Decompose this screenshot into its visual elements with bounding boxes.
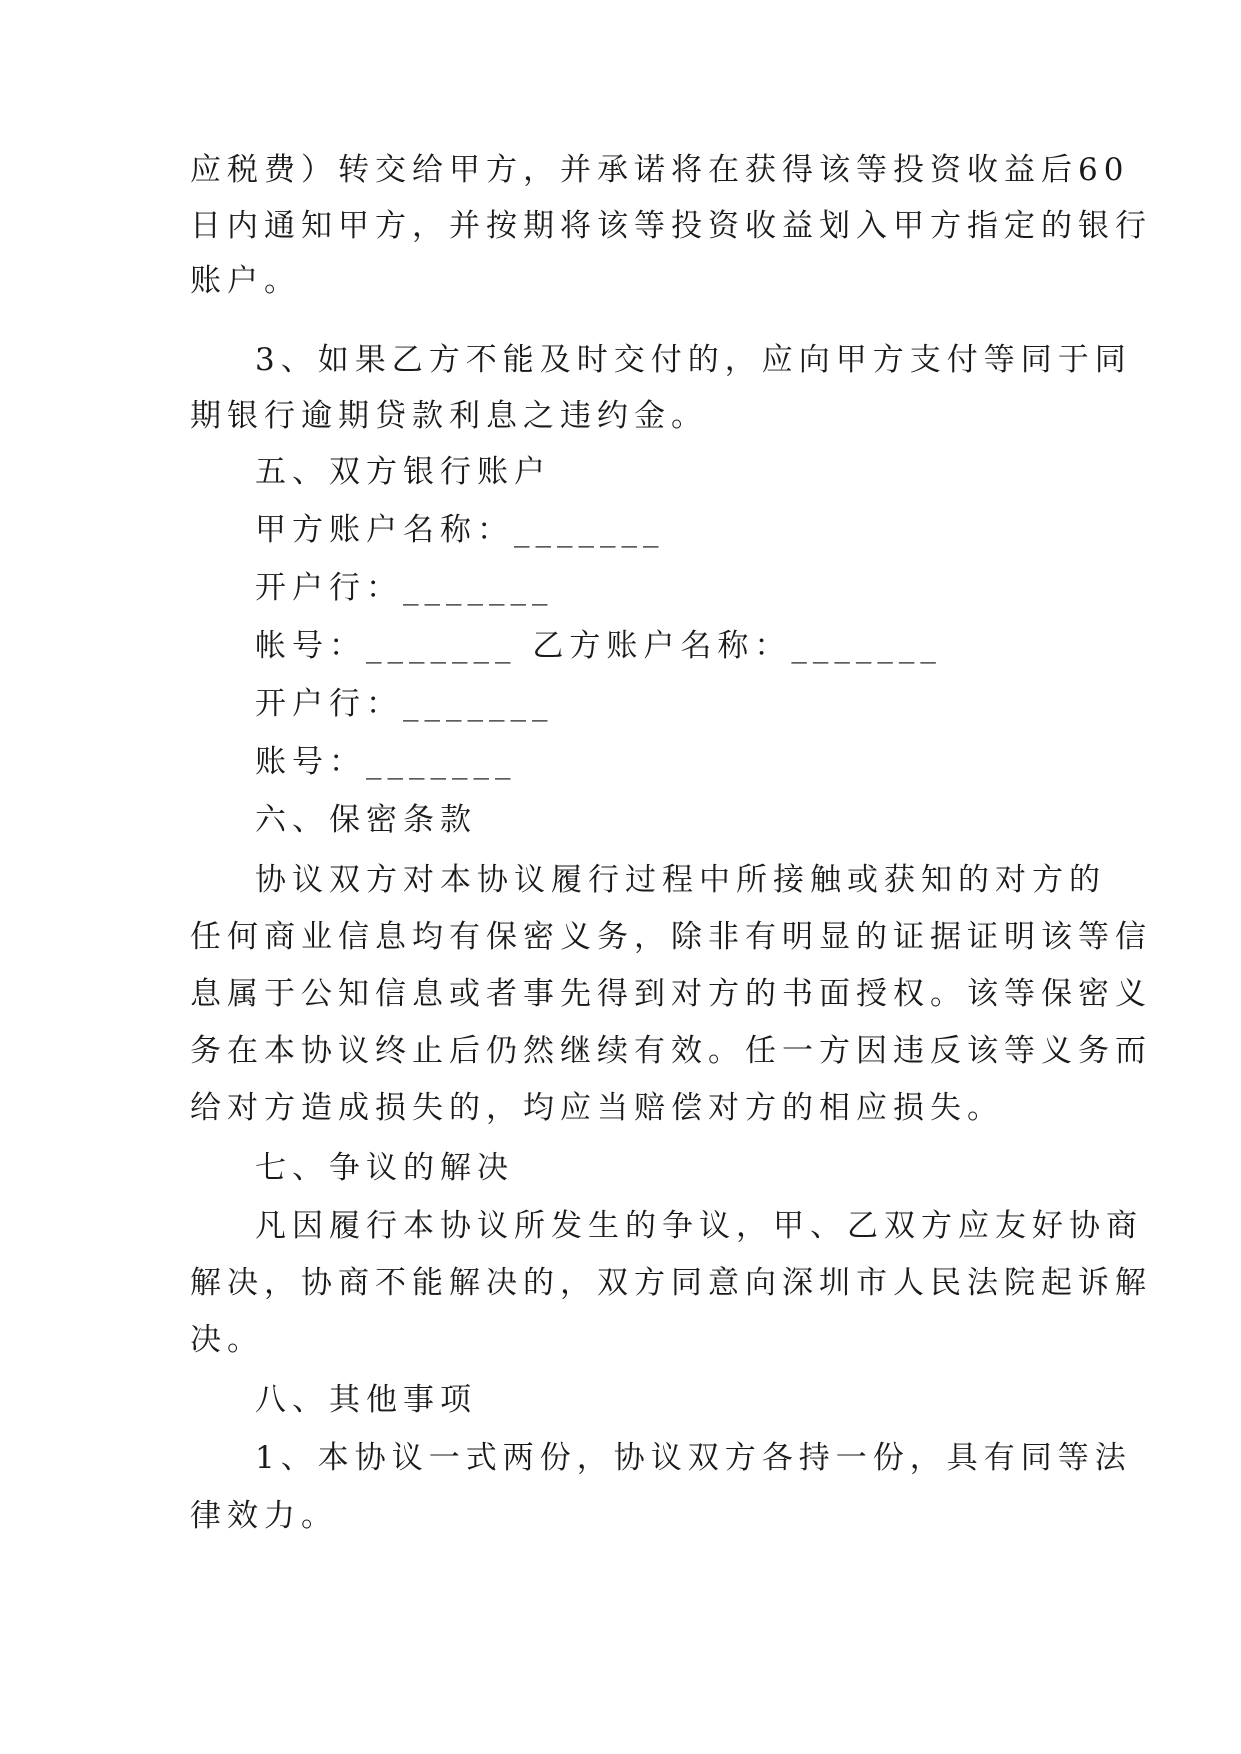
paragraph-line: 3、如果乙方不能及时交付的，应向甲方支付等同于同 (255, 342, 1132, 378)
paragraph-line: 给对方造成损失的，均应当赔偿对方的相应损失。 (190, 1090, 1004, 1126)
paragraph-line: 应税费）转交给甲方，并承诺将在获得该等投资收益后60 (190, 152, 1130, 188)
paragraph-line: 日内通知甲方，并按期将该等投资收益划入甲方指定的银行 (190, 208, 1152, 244)
paragraph-line: 律效力。 (190, 1498, 338, 1534)
paragraph-line: 任何商业信息均有保密义务，除非有明显的证据证明该等信 (190, 919, 1152, 955)
paragraph-line: 1、本协议一式两份，协议双方各持一份，具有同等法 (255, 1440, 1132, 1476)
paragraph-line: 解决，协商不能解决的，双方同意向深圳市人民法院起诉解 (190, 1265, 1152, 1301)
paragraph-line: 协议双方对本协议履行过程中所接触或获知的对方的 (255, 862, 1106, 898)
paragraph-line: 账户。 (190, 263, 301, 299)
paragraph-line: 凡因履行本协议所发生的争议，甲、乙双方应友好协商 (255, 1208, 1143, 1244)
section-heading: 五、双方银行账户 (255, 454, 551, 490)
form-line: 账号：_______ (255, 744, 517, 780)
paragraph-line: 决。 (190, 1322, 264, 1358)
form-line: 开户行：_______ (255, 686, 554, 722)
paragraph-line: 务在本协议终止后仍然继续有效。任一方因违反该等义务而 (190, 1033, 1152, 1069)
form-line: 帐号：_______ 乙方账户名称：_______ (255, 628, 942, 664)
section-heading: 六、保密条款 (255, 802, 477, 838)
form-line: 甲方账户名称：_______ (255, 512, 665, 548)
section-heading: 七、争议的解决 (255, 1150, 514, 1186)
form-line: 开户行：_______ (255, 570, 554, 606)
section-heading: 八、其他事项 (255, 1382, 477, 1418)
paragraph-line: 息属于公知信息或者事先得到对方的书面授权。该等保密义 (190, 976, 1152, 1012)
paragraph-line: 期银行逾期贷款利息之违约金。 (190, 398, 708, 434)
